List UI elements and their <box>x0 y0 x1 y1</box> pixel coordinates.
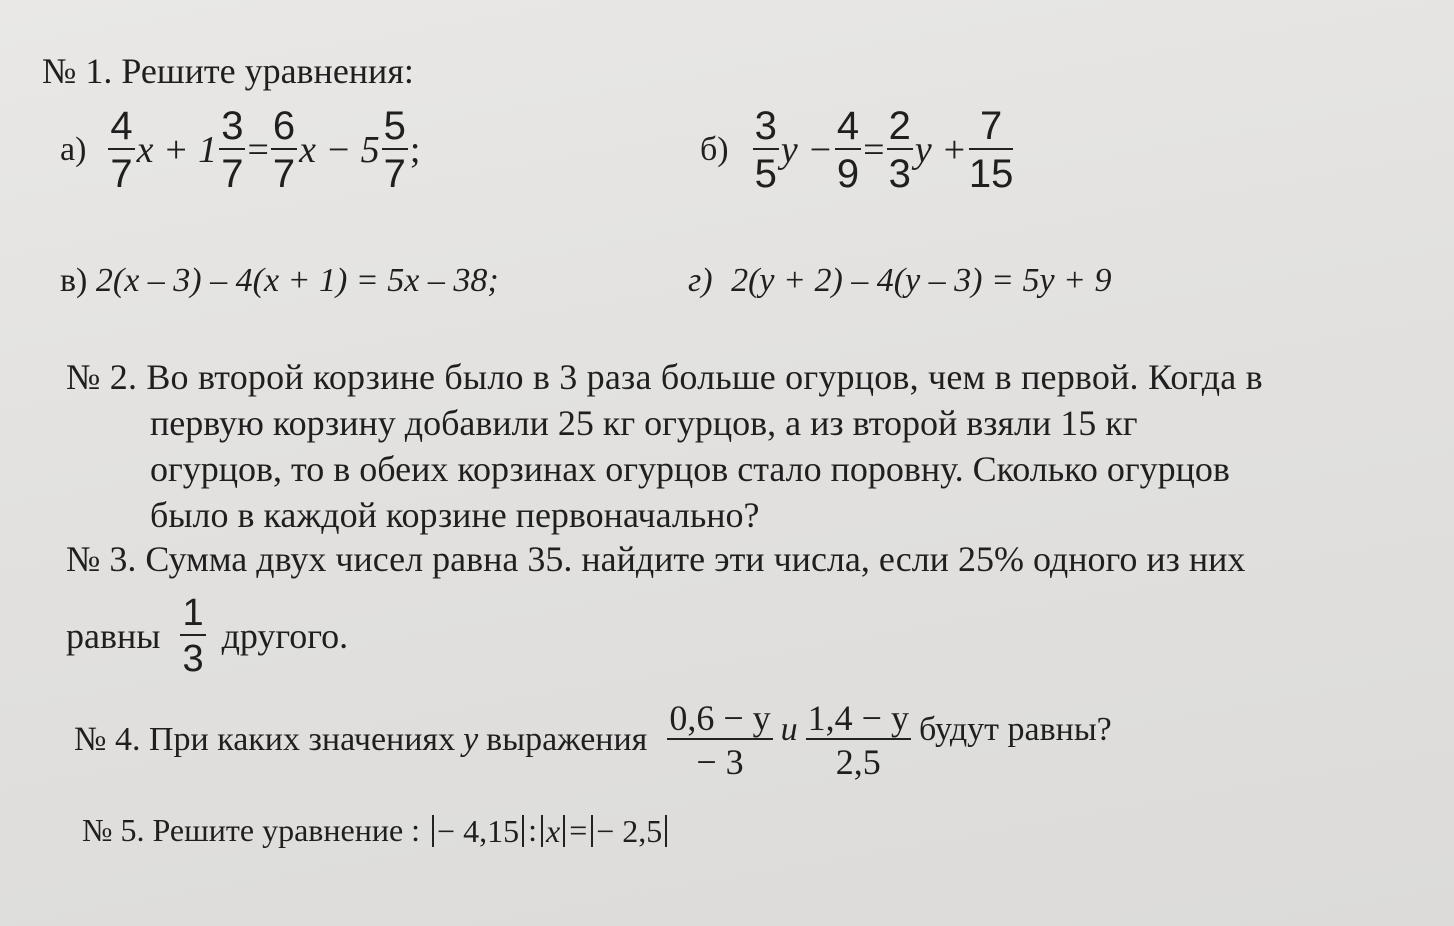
fraction: $\frac{4}{9}$ <box>836 104 860 196</box>
fraction: $\frac{7}{15}$ <box>968 104 1014 196</box>
problem3-post: другого. <box>221 616 349 656</box>
problem4-var: y <box>463 721 479 758</box>
abs-value-b: − 2,5 <box>591 815 667 847</box>
problem4-line <box>74 700 1112 780</box>
equation-term: = <box>247 129 269 171</box>
abs-value-a: − 4,15 <box>432 815 524 847</box>
equation-g <box>688 262 1112 300</box>
problem4-pre: № 4. При каких значениях <box>74 721 456 758</box>
equation-v-text: 2(x – 3) – 4(x + 1) = 5x – 38; <box>95 262 499 299</box>
problem2-line4: было в каждой корзине первоначально? <box>150 495 760 535</box>
fraction: $\frac{1}{3}$ <box>182 592 204 680</box>
equation-a <box>60 106 420 194</box>
equation-term: = <box>863 129 885 171</box>
fraction: $\frac{3}{7}$ <box>221 104 244 196</box>
problem5-line <box>82 812 667 849</box>
equation-term: y + <box>914 129 967 171</box>
problem3-line1: № 3. Сумма двух чисел равна 35. найдите эти числа, если 25% одного из них <box>66 539 1246 579</box>
problem2-line2: первую корзину добавили 25 кг огурцов, а из второй взяли 15 кг <box>150 403 1138 443</box>
problem4-conj: и <box>780 711 798 748</box>
problem5-eq: = <box>569 812 588 848</box>
equation-term: x − 5 <box>299 129 380 171</box>
equation-g-label: г) <box>688 262 713 299</box>
problem4-mid: выражения <box>486 721 648 758</box>
fraction: $\frac{4}{7}$ <box>110 104 133 196</box>
equation-g-text: 2(y + 2) – 4(y – 3) = 5y + 9 <box>731 262 1112 299</box>
problem2-line3: огурцов, то в обеих корзинах огурцов стало поровну. Сколько огурцов <box>150 449 1230 489</box>
equation-a-label: а) <box>60 131 87 168</box>
problem3-pre: равны <box>66 616 161 656</box>
problem5-colon: : <box>528 812 537 848</box>
equation-term: y − <box>780 129 833 171</box>
problem2-line1: № 2. Во второй корзине было в 3 раза больше огурцов, чем в первой. Когда в <box>66 357 1263 397</box>
equation-term: x + 1 <box>136 129 218 171</box>
fraction: $\frac{2}{3}$ <box>888 104 911 196</box>
problem4-post: будут равны? <box>918 711 1112 748</box>
fraction: $\frac{3}{5}$ <box>754 104 777 196</box>
fraction: $\frac{6}{7}$ <box>272 104 296 196</box>
equation-b-label: б) <box>700 131 729 168</box>
equation-term: ; <box>409 129 421 171</box>
problem1-title: № 1. Решите уравнения: <box>42 51 414 91</box>
equation-b <box>700 106 1015 194</box>
fraction: $\frac{1,4 - y}{2,5}$ <box>807 698 909 782</box>
abs-value-x: x <box>541 815 565 847</box>
problem5-pre: № 5. Решите уравнение : <box>82 812 421 848</box>
equation-v <box>60 262 499 300</box>
fraction: $\frac{0,6 - y}{- 3}$ <box>669 698 771 782</box>
fraction: $\frac{5}{7}$ <box>383 104 406 196</box>
problem3-line2 <box>66 594 348 678</box>
equation-v-label: в) <box>60 262 88 299</box>
